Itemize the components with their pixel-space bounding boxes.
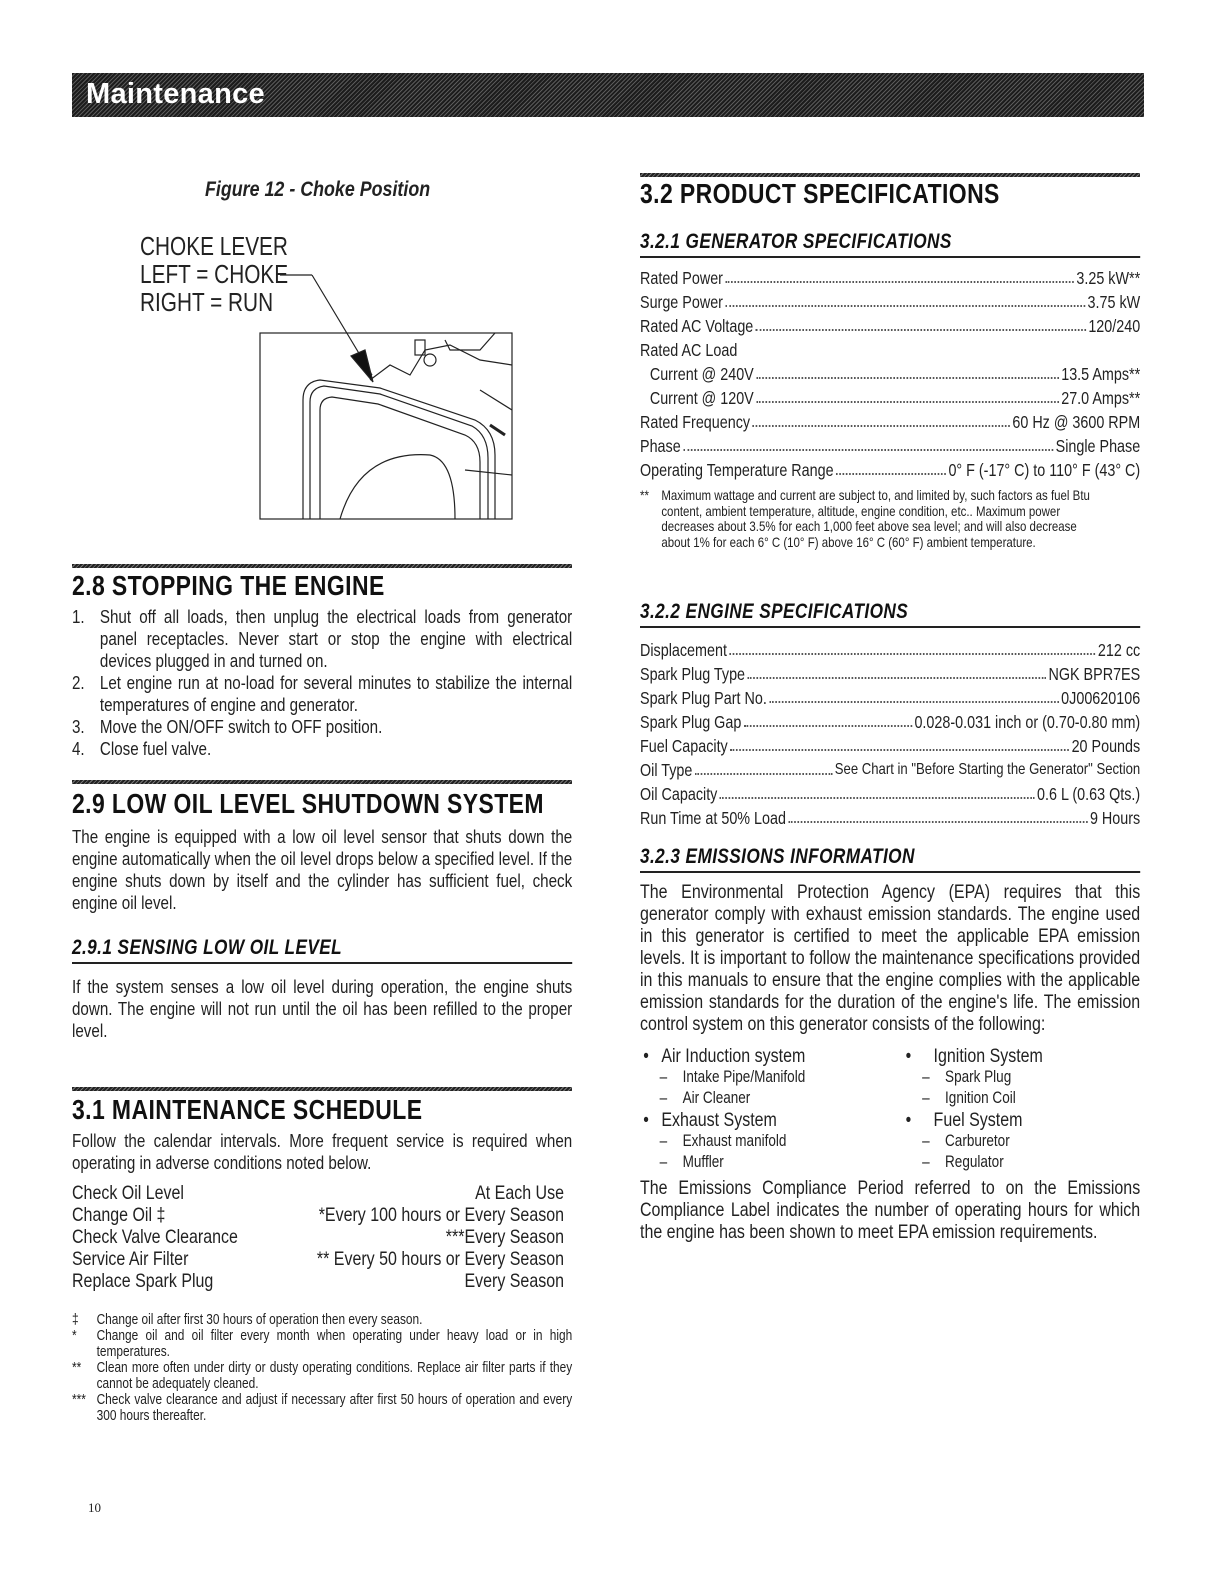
list-item (72, 672, 572, 716)
spec-name: Current @ 120V (649, 388, 754, 408)
sub-item (643, 1088, 905, 1109)
sub-item (643, 1067, 905, 1088)
item-number: 2. (72, 672, 85, 693)
dash: – (922, 1068, 930, 1086)
dash: – (922, 1089, 930, 1107)
spec-value: 27.0 Amps** (1061, 388, 1141, 408)
interval-cell: Every Season (464, 1270, 564, 1292)
spec-name: Fuel Capacity (640, 736, 728, 756)
section-3-1-heading: 3.1 MAINTENANCE SCHEDULE (72, 1094, 423, 1125)
footnote-text: Check valve clearance and adjust if necessary after first 50 hours of operation and every 300 hours thereafter. (96, 1392, 573, 1424)
spec-row (640, 266, 1140, 290)
footnote-text: Change oil after first 30 hours of operation then every season. (96, 1312, 423, 1328)
table-row (72, 1182, 564, 1204)
footnote-mark: *** (72, 1392, 86, 1408)
emission-systems-list (640, 1045, 1140, 1173)
task-cell: Check Valve Clearance (72, 1226, 238, 1248)
footnote (72, 1312, 572, 1328)
choke-label: LEFT = CHOKE (140, 259, 289, 289)
bullet: • (643, 1045, 649, 1067)
component-name: Air Cleaner (682, 1089, 751, 1107)
maintenance-schedule-table (72, 1182, 564, 1292)
spec-row (640, 386, 1140, 410)
spec-name: Rated Frequency (640, 412, 751, 432)
spec-value: See Chart in "Before Starting the Generator" Section (834, 761, 1141, 778)
section-rule (640, 173, 1140, 177)
spec-name: Rated Power (640, 268, 723, 288)
section-2-8-heading: 2.8 STOPPING THE ENGINE (72, 570, 385, 601)
stopping-steps-list (72, 606, 572, 760)
footnote (72, 1360, 572, 1392)
spec-name: Operating Temperature Range (640, 460, 834, 480)
component-name: Ignition Coil (945, 1089, 1016, 1107)
spec-row (640, 434, 1140, 458)
bullet: • (643, 1109, 649, 1131)
sub-item (906, 1088, 1136, 1109)
spec-value: 3.25 kW** (1076, 268, 1141, 288)
footnote-mark: ‡ (72, 1312, 79, 1328)
section-rule (72, 1087, 572, 1091)
spec-value: 0° F (-17° C) to 110° F (43° C) (948, 460, 1141, 480)
dash: – (659, 1089, 668, 1107)
table-row (72, 1226, 564, 1248)
header-title: Maintenance (86, 78, 265, 110)
interval-cell: *Every 100 hours or Every Season (318, 1204, 564, 1226)
spec-value: 120/240 (1088, 316, 1141, 336)
list-item (72, 606, 572, 672)
system-name: Exhaust System (661, 1109, 777, 1131)
footnote-mark: ** (640, 487, 649, 503)
footnote (72, 1392, 572, 1424)
dash: – (922, 1153, 930, 1171)
item-text: Shut off all loads, then unplug the electrical loads from generator panel receptacles. Never start or stop the engine with electrical devices plugged in and turned on. (99, 606, 573, 671)
spec-row (640, 782, 1140, 806)
section-2-9-heading: 2.9 LOW OIL LEVEL SHUTDOWN SYSTEM (72, 788, 544, 819)
schedule-footnotes (72, 1312, 572, 1424)
spec-name: Rated AC Voltage (640, 316, 754, 336)
spec-name: Run Time at 50% Load (640, 808, 786, 828)
section-3-2-2-heading: 3.2.2 ENGINE SPECIFICATIONS (640, 600, 1140, 628)
item-number: 4. (72, 738, 85, 759)
interval-cell: ***Every Season (445, 1226, 564, 1248)
list-item (643, 1109, 905, 1131)
spec-value: 0.028-0.031 inch or (0.70-0.80 mm) (914, 712, 1141, 732)
footnote-text: Clean more often under dirty or dusty operating conditions. Replace air filter parts if they cannot be adequately cleaned. (96, 1360, 573, 1392)
spec-value: 212 cc (1097, 640, 1141, 660)
footnote-text: Maximum wattage and current are subject to, and limited by, such factors as fuel Btu content, ambient temperature, altitude, engine condition, etc.. Maximum power decreases about 3.5% for each 1,000 feet above sea level; and will also decrease about 1% for each 6° C (10° F) above 16° C (60° F) ambient temperature. (661, 487, 1090, 550)
choke-position-illustration (250, 270, 520, 525)
spec-row (640, 290, 1140, 314)
generator-specs-footnote (640, 488, 1107, 550)
section-2-9-text: The engine is equipped with a low oil level sensor that shuts down the engine automatically when the oil level drops below a specified level. If the engine shuts down by itself and the cylinder has sufficient fuel, check engine oil level. (72, 826, 573, 913)
table-row (72, 1204, 564, 1226)
spec-row (640, 806, 1140, 830)
sub-item (643, 1152, 905, 1173)
spec-value: 20 Pounds (1071, 736, 1141, 756)
spec-value: NGK BPR7ES (1048, 664, 1141, 684)
spec-name: Spark Plug Gap (640, 712, 742, 732)
spec-row (640, 662, 1140, 686)
spec-row (640, 338, 1140, 362)
section-rule (72, 780, 572, 784)
spec-name: Surge Power (640, 292, 723, 312)
item-number: 1. (72, 606, 85, 627)
item-text: Let engine run at no-load for several minutes to stabilize the internal temperatures of engine and generator. (99, 672, 573, 715)
list-item (643, 1045, 905, 1067)
task-cell: Change Oil ‡ (72, 1204, 166, 1226)
spec-row (640, 362, 1140, 386)
emissions-compliance-text: The Emissions Compliance Period referred to on the Emissions Compliance Label indicates the number of operating hours for which the engine has been shown to meet EPA emission requirements. (640, 1177, 1141, 1243)
system-name: Fuel System (933, 1109, 1023, 1131)
footnote-mark: * (72, 1328, 77, 1344)
interval-cell: ** Every 50 hours or Every Season (316, 1248, 564, 1270)
component-name: Intake Pipe/Manifold (682, 1068, 806, 1086)
system-name: Ignition System (933, 1045, 1043, 1067)
engine-specs (640, 638, 1140, 830)
section-2-9-1-heading: 2.9.1 SENSING LOW OIL LEVEL (72, 936, 572, 964)
spec-name: Oil Capacity (640, 784, 718, 804)
dash: – (659, 1132, 668, 1150)
section-3-1-text: Follow the calendar intervals. More frequent service is required when operating in adverse conditions noted below. (72, 1130, 573, 1173)
spec-name: Current @ 240V (649, 364, 754, 384)
spec-row (640, 734, 1140, 758)
spec-row (640, 638, 1140, 662)
section-2-9-1-text: If the system senses a low oil level during operation, the engine shuts down. The engine will not run until the oil has been refilled to the proper level. (72, 976, 573, 1041)
spec-name: Spark Plug Part No. (640, 688, 767, 708)
footnote (72, 1328, 572, 1360)
spec-name: Displacement (640, 640, 727, 660)
footnote-text: Change oil and oil filter every month when operating under heavy load or in high temperatures. (96, 1328, 573, 1360)
component-name: Spark Plug (945, 1068, 1012, 1086)
spec-value: Single Phase (1055, 436, 1141, 456)
spec-row (640, 758, 1140, 782)
spec-value: 0J00620106 (1061, 688, 1141, 708)
emissions-text: The Environmental Protection Agency (EPA) requires that this generator comply with exhaust emission standards. The engine used in this generator is certified to meet the applicable EPA emission levels. It is important to follow the maintenance specifications provided in this manuals to ensure that the engine complies with the applicable emission standards for the duration of the engine's life. The emission control system on this generator consists of the following: (640, 881, 1141, 1035)
table-row (72, 1248, 564, 1270)
item-text: Move the ON/OFF switch to OFF position. (99, 716, 383, 737)
sub-item (906, 1152, 1136, 1173)
spec-value: 9 Hours (1089, 808, 1141, 828)
list-item (72, 738, 572, 760)
list-item (906, 1045, 1136, 1067)
spec-value: 0.6 L (0.63 Qts.) (1037, 784, 1141, 804)
section-rule (72, 564, 572, 568)
component-name: Muffler (682, 1153, 724, 1171)
figure-caption: Figure 12 - Choke Position (205, 178, 431, 201)
spec-name: Rated AC Load (640, 340, 738, 360)
spec-row (640, 314, 1140, 338)
bullet: • (905, 1109, 912, 1131)
spec-name: Phase (640, 436, 681, 456)
section-header-bar (72, 73, 1144, 117)
spec-name: Oil Type (640, 760, 693, 780)
spec-row (640, 410, 1140, 434)
dash: – (922, 1132, 930, 1150)
emission-systems-left (640, 1045, 906, 1173)
system-name: Air Induction system (661, 1045, 806, 1067)
section-3-2-3-heading: 3.2.3 EMISSIONS INFORMATION (640, 845, 1140, 873)
component-name: Carburetor (945, 1132, 1010, 1150)
choke-label: CHOKE LEVER (140, 231, 288, 261)
spec-row (640, 686, 1140, 710)
item-number: 3. (72, 716, 85, 737)
list-item (906, 1109, 1136, 1131)
list-item (72, 716, 572, 738)
choke-label: RIGHT = RUN (140, 287, 274, 317)
item-text: Close fuel valve. (99, 738, 212, 759)
footnote-mark: ** (72, 1360, 82, 1376)
spec-name: Spark Plug Type (640, 664, 746, 684)
section-3-2-1-heading: 3.2.1 GENERATOR SPECIFICATIONS (640, 230, 1140, 258)
interval-cell: At Each Use (475, 1182, 564, 1204)
component-name: Exhaust manifold (682, 1132, 787, 1150)
bullet: • (905, 1045, 912, 1067)
spec-value: 13.5 Amps** (1061, 364, 1141, 384)
generator-specs (640, 266, 1140, 482)
dash: – (659, 1153, 668, 1171)
sub-item (906, 1067, 1136, 1088)
emission-systems-right (906, 1045, 1136, 1173)
task-cell: Check Oil Level (72, 1182, 184, 1204)
spec-row (640, 710, 1140, 734)
dash: – (659, 1068, 668, 1086)
sub-item (906, 1131, 1136, 1152)
spec-row (640, 458, 1140, 482)
page-number: 10 (88, 1500, 101, 1515)
task-cell: Replace Spark Plug (72, 1270, 214, 1292)
sub-item (643, 1131, 905, 1152)
task-cell: Service Air Filter (72, 1248, 189, 1270)
section-3-2-heading: 3.2 PRODUCT SPECIFICATIONS (640, 178, 1000, 209)
spec-value: 60 Hz @ 3600 RPM (1012, 412, 1141, 432)
spec-value: 3.75 kW (1087, 292, 1141, 312)
table-row (72, 1270, 564, 1292)
component-name: Regulator (945, 1153, 1004, 1171)
